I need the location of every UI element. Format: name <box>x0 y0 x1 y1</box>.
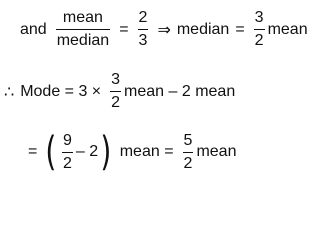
fraction-two-thirds <box>138 10 149 49</box>
fraction-numerator: 5 <box>183 131 193 149</box>
equation-line-2 <box>4 72 235 111</box>
fraction-numerator: mean <box>62 9 103 26</box>
fraction-mean-over-median <box>56 10 110 49</box>
fraction-denominator: 2 <box>110 91 121 111</box>
equals-sign: = <box>28 143 38 160</box>
equation-line-3 <box>28 129 237 175</box>
open-paren: ( <box>45 129 57 175</box>
fraction-denominator: 3 <box>138 29 149 49</box>
fraction-numerator: 3 <box>254 9 264 26</box>
fraction-five-halves <box>183 133 194 172</box>
text-and: and <box>20 20 47 38</box>
fraction-numerator: 9 <box>62 131 72 149</box>
fraction-denominator: 2 <box>183 152 194 172</box>
fraction-three-halves <box>110 72 121 111</box>
equals-sign: = <box>119 20 129 38</box>
fraction-numerator: 2 <box>138 9 148 26</box>
text-mean: mean <box>196 143 237 160</box>
text-mean-eq: mean = <box>119 143 174 160</box>
fraction-denominator: 2 <box>62 152 73 172</box>
text-mode-rest: mean – 2 mean <box>124 82 236 100</box>
equation-line-1 <box>20 10 308 49</box>
therefore-symbol: ∴ <box>4 83 15 101</box>
equals-sign: = <box>235 20 245 38</box>
fraction-three-halves <box>254 10 265 49</box>
fraction-nine-halves <box>62 133 73 172</box>
fraction-numerator: 3 <box>111 71 121 88</box>
fraction-denominator: 2 <box>254 29 265 49</box>
text-median: median <box>176 20 230 38</box>
text-minus-two: – 2 <box>75 143 99 160</box>
implies-arrow: ⇒ <box>157 21 171 39</box>
text-mean: mean <box>267 20 308 38</box>
close-paren: ) <box>100 129 112 175</box>
text-mode-lhs: Mode = 3 × <box>20 82 102 100</box>
parenthesized-expression <box>43 129 113 175</box>
fraction-denominator: median <box>56 29 110 49</box>
